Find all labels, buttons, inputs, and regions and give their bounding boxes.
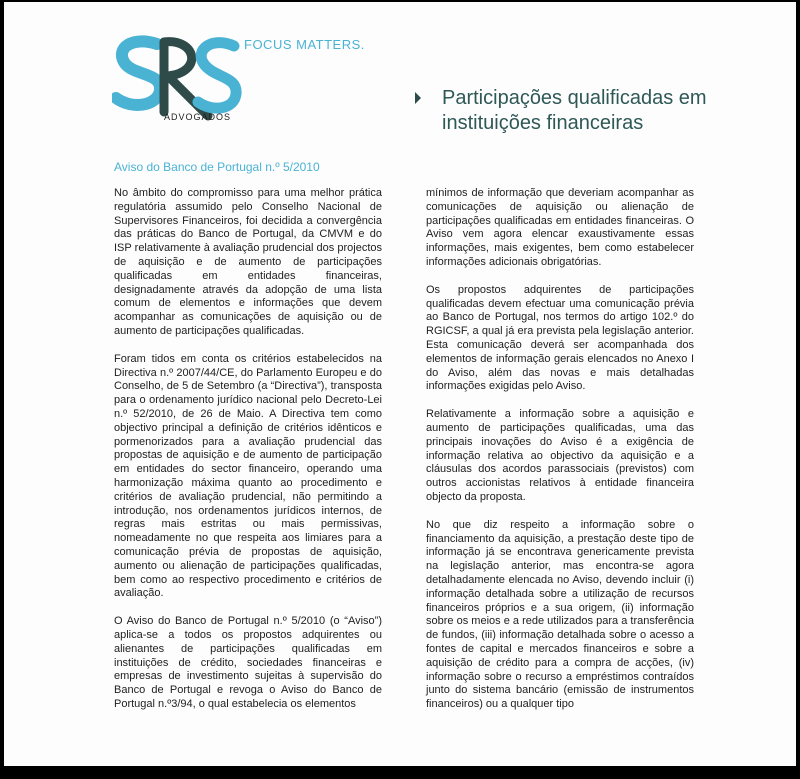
paragraph: mínimos de informação que deveriam acompanhar as comunicações de aquisição ou alienação de participações qualificadas em entidades financeiras. O Aviso vem agora elencar exaustivamente essas informações, mais exigentes, bem como estabelecer informações adicionais obrigatórias. [426, 187, 694, 268]
paragraph: Relativamente a informação sobre a aquisição e aumento de participações qualificadas, uma das principais inovações do Aviso é a exigência de informação relativa ao objectivo da aquisição e a cláusulas dos acordos parassociais (previstos) com outros accionistas relativos à entidade financeira objecto da proposta. [426, 408, 694, 503]
paragraph: Foram tidos em conta os critérios estabelecidos na Directiva n.º 2007/44/CE, do Parlamento Europeu e do Conselho, de 5 de Setembro (a “Directiva”), transposta para o ordenamento jurídico nacional pelo Decreto-Lei n.º 52/2010, de 26 de Maio. A Directiva tem como objectivo principal a definição de critérios idênticos e pormenorizados para a avaliação prudencial das propostas de aquisição e de aumento de participação em entidades do sector financeiro, operando uma harmonização máxima quanto ao procedimento e critérios de avaliação prudencial, não permitindo a introdução, nos ordenamentos jurídicos internos, de regras mais estritas ou mais permissivas, nomeadamente no que respeita aos limiares para a comunicação prévia de propostas de aquisição, aumento ou alienação de participações qualificadas, bem como ao respectivo procedimento e critérios de avaliação. [114, 352, 382, 600]
paragraph: Os propostos adquirentes de participações qualificadas devem efectuar uma comunicação prévia ao Banco de Portugal, nos termos do artigo 102.º do RGICSF, a qual já era prevista pela legislação anterior. Esta comunicação deverá ser acompanhada dos elementos de informação gerais elencados no Anexo I do Aviso, além das novas e mais detalhadas informações exigidas pelo Aviso. [426, 283, 694, 393]
section-title: Aviso do Banco de Portugal n.º 5/2010 [114, 160, 320, 174]
headline-marker-icon [415, 92, 421, 104]
paragraph: No que diz respeito a informação sobre o financiamento da aquisição, a prestação deste tipo de informação já se encontrava genericamente prevista na legislação anterior, mas encontra-se agora detalhadamente elencada no Aviso, devendo incluir (i) informação detalhada sobre a utilização de recursos financeiros próprios e a sua origem, (ii) informação sobre os meios e a rede utilizados para a transferência de fundos, (iii) informação detalhada sobre o acesso a fontes de capital e mercados financeiros e sobre a aquisição de crédito para a compra de acções, (iv) informação sobre o recurso a empréstimos contraídos junto do sistema bancário (emissão de instrumentos financeiros) ou a qualquer tipo [426, 518, 694, 711]
paragraph: O Aviso do Banco de Portugal n.º 5/2010 (o “Aviso”) aplica-se a todos os propostos adquirentes ou alienantes de participações qualificadas em instituições de crédito, sociedades financeiras e empresas de investimento sujeitas à supervisão do Banco de Portugal e revoga o Aviso do Banco de Portugal n.º3/94, o qual estabelecia os elementos [114, 615, 382, 710]
logo-subtitle: ADVOGADOS [164, 112, 232, 122]
left-column [114, 187, 382, 726]
logo-tagline: FOCUS MATTERS. [244, 37, 365, 52]
right-column [426, 187, 694, 726]
document-page [4, 2, 796, 766]
paragraph: No âmbito do compromisso para uma melhor prática regulatória assumido pelo Conselho Nacional de Supervisores Financeiros, foi decidida a convergência das práticas do Banco de Portugal, da CMVM e do ISP relativamente à avaliação prudencial dos projectos de aquisição e de aumento de participações qualificadas em entidades financeiras, designadamente através da adopção de uma lista comum de elementos e informações que devem acompanhar as comunicações de aquisição ou de aumento de participações qualificadas. [114, 187, 382, 337]
page-title: Participações qualificadas em instituições financeiras [442, 87, 707, 134]
